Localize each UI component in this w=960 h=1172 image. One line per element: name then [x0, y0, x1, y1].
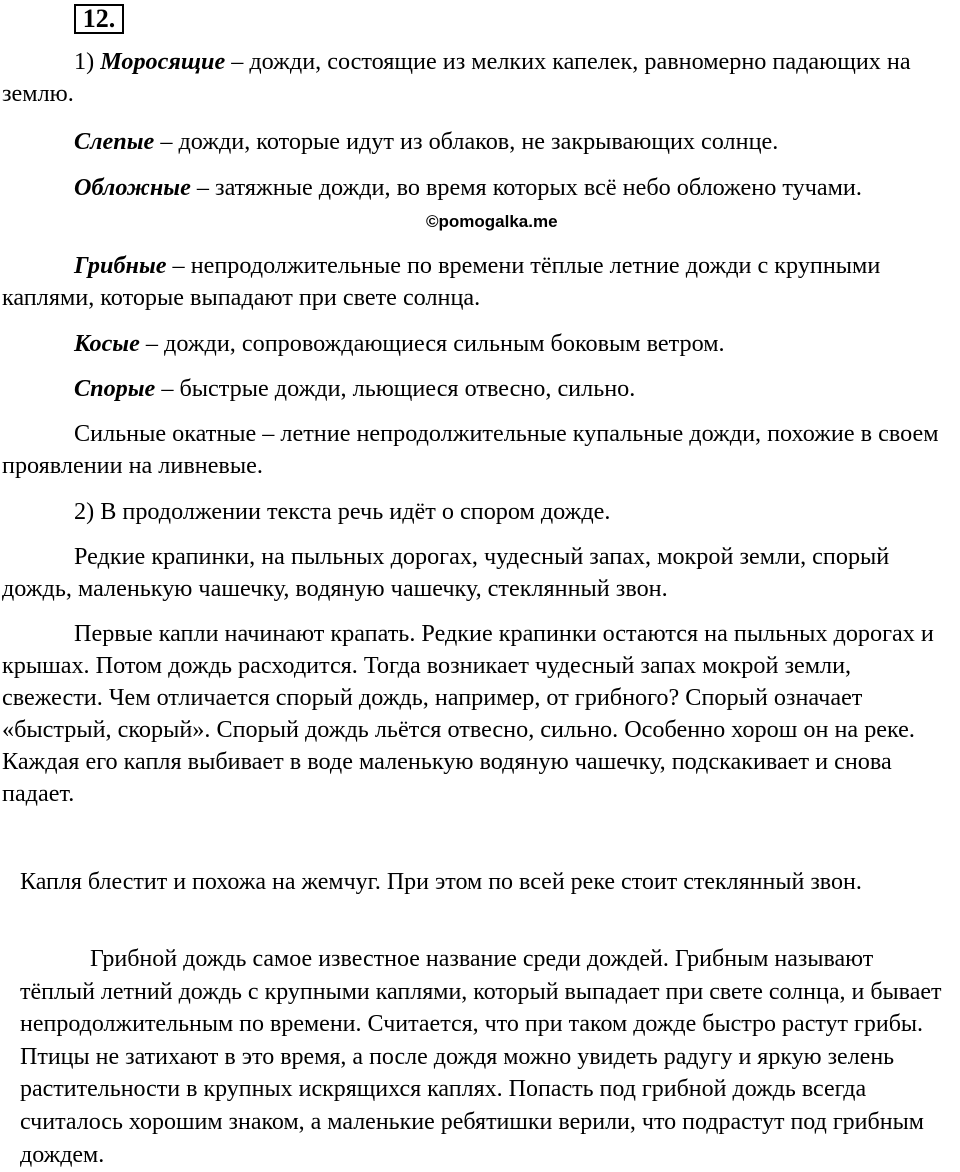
definition-paragraph-drizzle	[2, 46, 952, 110]
definition-paragraph-fast	[2, 373, 952, 405]
definition-term: Спорые	[74, 375, 156, 402]
definition-paragraph-heavy: Сильные окатные – летние непродолжительные купальные дожди, похожие в своем проявлении на ливневые.	[2, 420, 939, 479]
definition-text: – быстрые дожди, льющиеся отвесно, сильно.	[155, 375, 636, 402]
definition-text: – затяжные дожди, во время которых всё небо обложено тучами.	[190, 174, 862, 201]
definition-term: Моросящие	[100, 48, 226, 75]
part2-text: Первые капли начинают крапать. Редкие крапинки остаются на пыльных дорогах и крышах. Потом дождь расходится. Тогда возникает чудесный запах мокрой земли, свежести. Чем отличается спорый дождь, например, от грибного? Спорый означает «быстрый, скорый». Спорый дождь льётся отвесно, сильно. Особенно хорош он на реке. Каждая его капля выбивает в воде маленькую водяную чашечку, подскакивает и снова падает.	[2, 620, 934, 807]
task-number-box	[74, 4, 124, 34]
definition-text: – дожди, сопровождающиеся сильным боковым ветром.	[139, 330, 725, 357]
definition-term: Слепые	[74, 128, 155, 155]
definition-text: – дожди, которые идут из облаков, не закрывающих солнце.	[154, 128, 779, 155]
definition-term: Грибные	[74, 252, 167, 279]
definition-paragraph-slanting	[2, 328, 952, 360]
definition-term: Обложные	[74, 174, 191, 201]
continuation-paragraph-1: Капля блестит и похожа на жемчуг. При этом по всей реке стоит стеклянный звон.	[20, 869, 862, 895]
definition-paragraph-blind	[2, 126, 952, 158]
continuation-paragraph-2: Грибной дождь самое известное название среди дождей. Грибным называют тёплый летний дождь с крупными каплями, который выпадает при свете солнца, и бывает непродолжительным по времени. Считается, что при таком дожде быстро растут грибы. Птицы не затихают в это время, а после дождя можно увидеть радугу и яркую зелень растительности в крупных искрящихся каплях. Попасть под грибной дождь всегда считалось хорошим знаком, а маленькие ребятишки верили, что подрастут под грибным дождем.	[20, 946, 942, 1168]
part2-phrases: Редкие крапинки, на пыльных дорогах, чудесный запах, мокрой земли, спорый дождь, маленькую чашечку, водяную чашечку, стеклянный звон.	[2, 543, 890, 602]
definition-paragraph-overcast	[2, 172, 952, 204]
task-number: 12.	[82, 4, 116, 33]
definition-text: – дожди, состоящие из мелких капелек, равномерно падающих на землю.	[2, 48, 911, 107]
watermark: ©pomogalka.me	[426, 212, 558, 231]
part2-intro: 2) В продолжении текста речь идёт о спором дожде.	[74, 498, 611, 525]
part1-marker: 1)	[74, 48, 95, 75]
definition-text: – непродолжительные по времени тёплые летние дожди с крупными каплями, которые выпадают при свете солнца.	[2, 252, 881, 311]
definition-term: Косые	[74, 330, 140, 357]
definition-paragraph-mushroom	[2, 250, 952, 314]
